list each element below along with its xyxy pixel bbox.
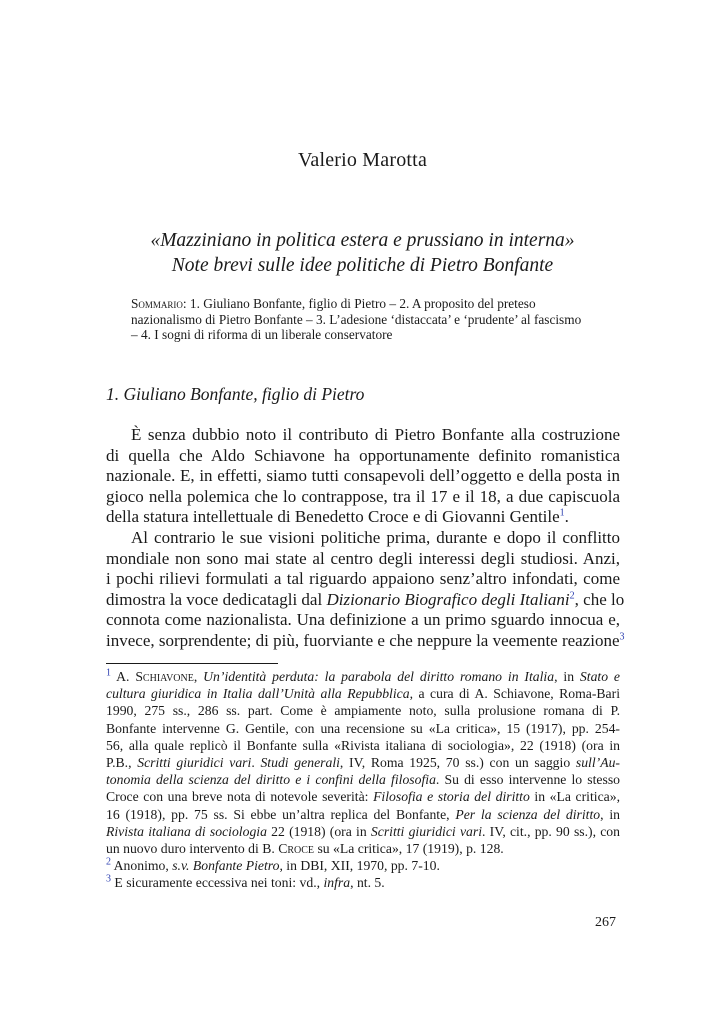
footnote-italic: Scritti giuridici vari [370, 823, 482, 839]
body-text-segment: della statura intellettuale di Benedetto Croce e di Giovanni Gentile [106, 507, 560, 527]
footnote-text: su «La critica», 17 (1919), p. 128. [314, 841, 504, 857]
summary-line: nazionalismo di Pietro Bonfante – 3. L’adesione ‘distaccata’ e ‘prudente’ al fascismo [131, 311, 582, 327]
footnote-text: Croce con una breve nota di notevole severità: [106, 789, 374, 805]
body-line: di quella che Aldo Schiavone ha opportunamente definito romanistica [106, 445, 620, 465]
footnote-italic: sull’Au- [575, 755, 620, 771]
footnote-text: 16 (1918), pp. 75 ss. Si ebbe un’altra replica del Bonfante, [106, 806, 456, 822]
footnote-divider [106, 663, 278, 664]
summary [131, 296, 601, 343]
footnote-line [106, 874, 620, 891]
footnote-line [106, 685, 620, 702]
footnote-ref[interactable]: 3 [619, 631, 625, 643]
body-text-segment: dimostra la voce dedicatagli dal [106, 589, 327, 609]
footnote-text: A. [111, 669, 136, 684]
body-line: È senza dubbio noto il contributo di Pietro Bonfante alla costruzione [131, 425, 620, 444]
body-line [106, 630, 625, 652]
summary-line: – 4. I sogni di riforma di un liberale conservatore [131, 327, 393, 343]
page-number: 267 [595, 915, 616, 930]
body-line: i pochi rilievi formulati a tal riguardo appaiono senz’altro infondati, come [106, 569, 620, 589]
footnote-text: E sicuramente eccessiva nei toni: vd., [111, 875, 324, 891]
footnote-author: Croce [278, 841, 315, 857]
footnote-text: Anonimo, [111, 858, 173, 874]
article-title: «Mazziniano in politica estera e prussiano in interna» [150, 230, 575, 251]
footnote-italic: Per la scienza del diritto [455, 806, 601, 822]
footnote-text: , IV, Roma 1925, 70 ss.) con un saggio [339, 755, 576, 771]
footnote-line [106, 788, 620, 805]
summary-label: Sommario [131, 296, 183, 311]
footnote-line: Bonfante intervenne G. Gentile, con una recensione su «La critica», 15 (1917), pp. 254- [106, 720, 620, 736]
body-text-segment: , che lo [574, 589, 625, 609]
footnote-line [106, 840, 620, 857]
footnote-line [106, 857, 620, 874]
footnote-text: , [193, 669, 204, 684]
footnote-text: , a cura di A. Schiavone, Roma-Bari [409, 686, 620, 702]
body-line: Al contrario le sue visioni politiche prima, durante e dopo il conflitto [131, 527, 620, 547]
article-subtitle: Note brevi sulle idee politiche di Pietro Bonfante [171, 255, 554, 276]
footnote-author: Schiavone [135, 669, 194, 684]
footnote-italic: Studi generali [260, 755, 340, 771]
body-line: gioco nella polemica che lo contrappose, tra il 17 e il 18, a due capiscuola [106, 486, 620, 506]
footnote-italic: Stato e [579, 669, 621, 684]
footnote-line: 56, alla quale replicò il Bonfante sulla «Rivista italiana di sociologia», 22 (1918) (ora in [106, 737, 620, 753]
footnote-line [106, 771, 620, 788]
footnote-text: . IV, cit., pp. 90 ss.), con [482, 823, 620, 839]
footnote-text: , in [554, 669, 580, 684]
body-line: nazionale. E, in effetti, siamo tutti consapevoli dell’oggetto e della posta in [106, 466, 620, 486]
footnote-text: P.B., [106, 755, 138, 771]
footnote-italic: tonomia della scienza del diritto e i confini della filosofia [106, 772, 436, 788]
body-text [106, 425, 625, 652]
footnote-text: un nuovo duro intervento di B. [106, 841, 279, 857]
footnote-line [106, 754, 620, 771]
footnote-italic: Scritti giuridici vari [137, 755, 252, 771]
body-line: connota come nazionalista. Una definizione a un primo sguardo innocua e, [106, 610, 620, 630]
section-heading: 1. Giuliano Bonfante, figlio di Pietro [106, 384, 365, 404]
footnote-italic: infra [323, 875, 351, 891]
footnote-line [106, 668, 620, 685]
footnote-number: 3 [106, 873, 111, 885]
footnote-text: . Su di esso intervenne lo stesso [435, 772, 620, 788]
footnote-text: . [251, 755, 261, 771]
footnote-line [106, 806, 620, 823]
footnote-text: 22 (1918) (ora in [266, 823, 371, 839]
body-text-segment: invece, sorprendente; di più, fuorviante e che neppure la veemente reazione [106, 630, 620, 650]
footnote-italic: Rivista italiana di sociologia [106, 823, 267, 839]
footnotes [106, 668, 620, 892]
summary-line [131, 296, 601, 312]
author-name: Valerio Marotta [297, 149, 428, 171]
footnote-number: 1 [106, 667, 111, 679]
footnote-ref[interactable]: 2 [569, 590, 575, 602]
footnote-line [106, 823, 620, 840]
footnote-text: , nt. 5. [350, 875, 385, 891]
footnote-text: , in [600, 806, 620, 822]
body-line [106, 589, 625, 611]
footnote-italic: Un’identità perduta: la parabola del diritto romano in Italia [203, 669, 555, 684]
footnote-ref[interactable]: 1 [559, 507, 565, 519]
body-line: mondiale non sono mai state al centro degli interessi degli studiosi. Anzi, [106, 548, 620, 568]
footnote-line: 1990, 275 ss., 286 ss. part. Come è ampiamente noto, sulla prolusione romana di P. [106, 703, 620, 719]
footnote-italic: cultura giuridica in Italia dall’Unità alla Repubblica [106, 686, 410, 702]
footnote-number: 2 [106, 856, 111, 868]
summary-text: : 1. Giuliano Bonfante, figlio di Pietro – 2. A proposito del preteso [182, 296, 536, 311]
footnote-italic: Filosofia e storia del diritto [373, 789, 530, 805]
footnote-italic: s.v. Bonfante Pietro [172, 858, 280, 874]
body-text-italic: Dizionario Biografico degli Italiani [326, 589, 570, 609]
body-text-segment: . [564, 507, 569, 527]
footnote-text: , in DBI, XII, 1970, pp. 7-10. [279, 858, 440, 874]
body-line [106, 507, 620, 528]
footnote-text: in «La critica», [529, 789, 621, 805]
